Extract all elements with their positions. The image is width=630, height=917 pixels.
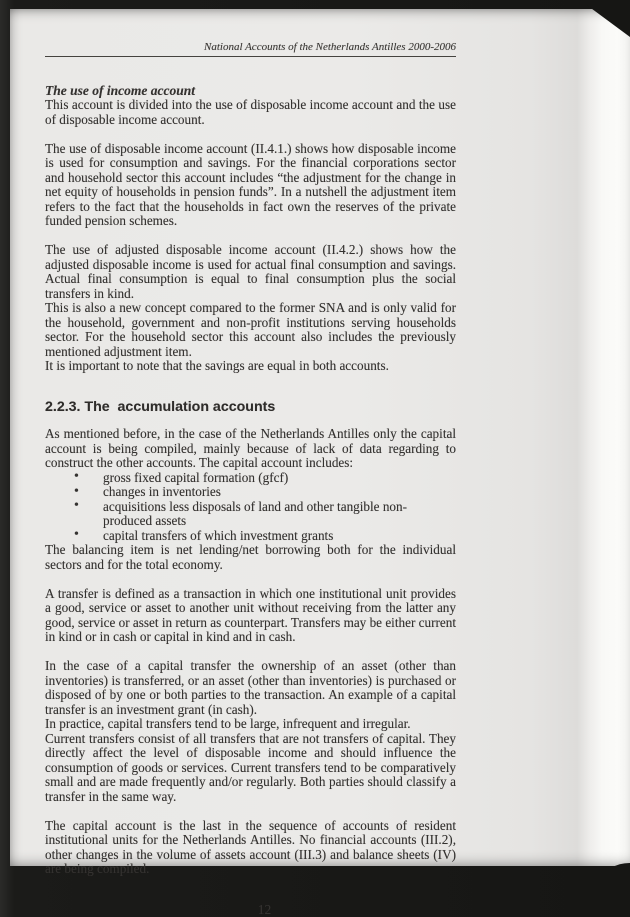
page-content bbox=[45, 9, 456, 917]
paragraph-balancing-item: The balancing item is net lending/net borrowing both for the individual sectors and for the total economy. bbox=[45, 543, 456, 572]
paragraph-capital-account-last: The capital account is the last in the sequence of accounts of resident institutional units for the Netherlands Antilles. No financial accounts (III.2), other changes in the volume of assets account (III.3) and balance sheets (IV) are being compiled. bbox=[45, 819, 456, 877]
capital-account-bullet-list bbox=[45, 471, 456, 544]
paragraph-adjusted-disposable-3: It is important to note that the savings are equal in both accounts. bbox=[45, 359, 456, 374]
section-heading-accumulation-accounts: 2.2.3. The accumulation accounts bbox=[45, 399, 456, 416]
running-header-title: National Accounts of the Netherlands Antilles 2000-2006 bbox=[45, 41, 456, 57]
paragraph-disposable-income: The use of disposable income account (II.4.1.) shows how disposable income is used for consumption and savings. For the financial corporations sector and household sector this account includes “the adjustment for the change in net equity of households in pension funds”. In a nutshell the adjustment item refers to the fact that the households in fact own the reserves of the private funded pension schemes. bbox=[45, 142, 456, 229]
list-item: • gross fixed capital formation (gfcf) bbox=[103, 471, 456, 486]
subheading-use-of-income-account: The use of income account bbox=[45, 83, 456, 98]
paragraph-adjusted-disposable-2: This is also a new concept compared to the former SNA and is only valid for the household, government and non-profit institutions serving households sector. For the household sector this account also includes the previously mentioned adjustment item. bbox=[45, 301, 456, 359]
paragraph-in-practice: In practice, capital transfers tend to be large, infrequent and irregular. bbox=[45, 717, 456, 732]
paragraph-current-transfers: Current transfers consist of all transfers that are not transfers of capital. They directly affect the level of disposable income and should influence the consumption of goods or services. Current transfers tend to be comparatively small and are made frequently and/or regularly. Both parties should classify a transfer in the same way. bbox=[45, 732, 456, 805]
list-item: • acquisitions less disposals of land and other tangible non-produced assets bbox=[103, 500, 456, 529]
paragraph-intro: This account is divided into the use of disposable income account and the use of disposable income account. bbox=[45, 98, 456, 127]
paragraph-accumulation-intro: As mentioned before, in the case of the Netherlands Antilles only the capital account is being compiled, mainly because of lack of data regarding to construct the other accounts. The capital account includes: bbox=[45, 427, 456, 471]
paragraph-adjusted-disposable-1: The use of adjusted disposable income account (II.4.2.) shows how the adjusted disposable income is used for actual final consumption and savings. Actual final consumption is equal to final consumption plus the social transfers in kind. bbox=[45, 243, 456, 301]
paragraph-transfer-definition: A transfer is defined as a transaction in which one institutional unit provides a good, service or asset to another unit without receiving from the latter any good, service or asset in return as counterpart. Transfers may be either current in kind or in cash or capital in kind and in cash. bbox=[45, 587, 456, 645]
paragraph-capital-transfer: In the case of a capital transfer the ownership of an asset (other than inventories) is transferred, or an asset (other than inventories) is purchased or disposed of by one or both parties to the transaction. An example of a capital transfer is an investment grant (in cash). bbox=[45, 659, 456, 717]
document-page bbox=[10, 9, 630, 866]
page-number: 12 bbox=[45, 903, 456, 917]
list-item: • capital transfers of which investment grants bbox=[103, 529, 456, 544]
list-item: • changes in inventories bbox=[103, 485, 456, 500]
